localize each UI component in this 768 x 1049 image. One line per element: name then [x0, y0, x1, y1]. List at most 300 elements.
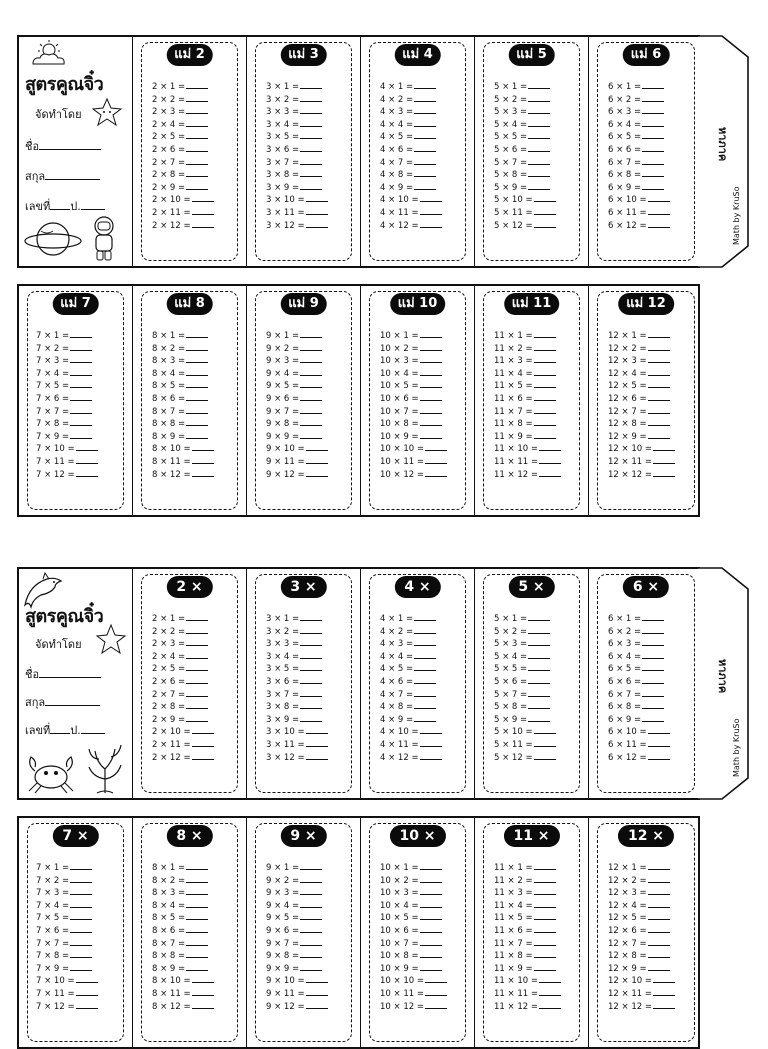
set2-cover-tab — [698, 567, 748, 800]
fact-row[interactable]: 8 × 7 = — [152, 406, 214, 419]
fact-row[interactable]: 10 × 9 = — [380, 431, 447, 444]
fact-row[interactable]: 9 × 11 = — [266, 456, 328, 469]
fact-row[interactable]: 4 × 11 = — [380, 207, 442, 220]
fact-row[interactable]: 10 × 9 = — [380, 963, 447, 976]
fact-row[interactable]: 6 × 3 = — [608, 638, 670, 651]
fact-row[interactable]: 5 × 2 = — [494, 94, 556, 107]
fact-row[interactable]: 12 × 10 = — [608, 975, 675, 988]
table-label: แม่ 5 — [508, 44, 555, 66]
fact-row[interactable]: 8 × 12 = — [152, 469, 214, 482]
fact-row[interactable]: 3 × 5 = — [266, 663, 328, 676]
fact-row[interactable]: 2 × 4 = — [152, 119, 214, 132]
fact-row[interactable]: 5 × 6 = — [494, 144, 556, 157]
fact-row[interactable]: 6 × 5 = — [608, 131, 670, 144]
fact-row[interactable]: 6 × 5 = — [608, 663, 670, 676]
fact-row[interactable]: 3 × 3 = — [266, 638, 328, 651]
fact-list — [266, 330, 328, 481]
fact-row[interactable]: 8 × 2 = — [152, 343, 214, 356]
fact-row[interactable]: 5 × 8 = — [494, 701, 556, 714]
tab-title: หาภาค — [716, 659, 729, 694]
fact-row[interactable]: 2 × 8 = — [152, 701, 214, 714]
fact-row[interactable]: 12 × 12 = — [608, 1001, 675, 1014]
fact-row[interactable]: 12 × 6 = — [608, 393, 675, 406]
table-label: 2 × — [166, 576, 212, 598]
table-label: แม่ 4 — [394, 44, 441, 66]
fact-row[interactable]: 10 × 12 = — [380, 469, 447, 482]
fact-row[interactable]: 11 × 8 = — [494, 950, 561, 963]
fact-row[interactable]: 6 × 11 = — [608, 739, 670, 752]
fact-row[interactable]: 11 × 12 = — [494, 1001, 561, 1014]
fact-row[interactable]: 3 × 9 = — [266, 714, 328, 727]
fact-row[interactable]: 9 × 1 = — [266, 330, 328, 343]
table-label: 12 × — [618, 825, 674, 847]
fact-row[interactable]: 4 × 6 = — [380, 676, 442, 689]
fact-row[interactable]: 8 × 10 = — [152, 443, 214, 456]
fact-row[interactable]: 3 × 1 = — [266, 613, 328, 626]
fact-row[interactable]: 2 × 11 = — [152, 739, 214, 752]
fact-row[interactable]: 3 × 4 = — [266, 651, 328, 664]
fact-list — [152, 613, 214, 764]
fact-row[interactable]: 3 × 11 = — [266, 739, 328, 752]
fact-row[interactable]: 11 × 10 = — [494, 443, 561, 456]
fact-row[interactable]: 7 × 4 = — [36, 900, 98, 913]
fact-row[interactable]: 6 × 10 = — [608, 726, 670, 739]
fact-row[interactable]: 7 × 11 = — [36, 988, 98, 1001]
fact-row[interactable]: 6 × 11 = — [608, 207, 670, 220]
fact-row[interactable]: 12 × 7 = — [608, 406, 675, 419]
fact-row[interactable]: 2 × 1 = — [152, 613, 214, 626]
fact-row[interactable]: 6 × 6 = — [608, 144, 670, 157]
fact-row[interactable]: 2 × 2 = — [152, 94, 214, 107]
fact-row[interactable]: 8 × 5 = — [152, 912, 214, 925]
fact-row[interactable]: 4 × 2 = — [380, 626, 442, 639]
fact-row[interactable]: 10 × 8 = — [380, 418, 447, 431]
fact-row[interactable]: 9 × 1 = — [266, 862, 328, 875]
fact-row[interactable]: 7 × 10 = — [36, 443, 98, 456]
fact-row[interactable]: 4 × 5 = — [380, 663, 442, 676]
fact-row[interactable]: 10 × 3 = — [380, 887, 447, 900]
fact-row[interactable]: 11 × 2 = — [494, 875, 561, 888]
fact-row[interactable]: 5 × 10 = — [494, 726, 556, 739]
fact-row[interactable]: 8 × 10 = — [152, 975, 214, 988]
fact-row[interactable]: 3 × 12 = — [266, 752, 328, 765]
fact-row[interactable]: 5 × 11 = — [494, 207, 556, 220]
fact-row[interactable]: 2 × 5 = — [152, 131, 214, 144]
fact-row[interactable]: 11 × 11 = — [494, 456, 561, 469]
fact-row[interactable]: 3 × 10 = — [266, 194, 328, 207]
fact-row[interactable]: 6 × 8 = — [608, 169, 670, 182]
name-label: ชื่อ — [25, 668, 40, 681]
fact-row[interactable]: 12 × 5 = — [608, 912, 675, 925]
fact-row[interactable]: 10 × 2 = — [380, 875, 447, 888]
fact-row[interactable]: 8 × 8 = — [152, 950, 214, 963]
fact-row[interactable]: 9 × 7 = — [266, 406, 328, 419]
name-line[interactable] — [25, 137, 101, 155]
fact-list — [494, 81, 556, 232]
fact-row[interactable]: 11 × 5 = — [494, 912, 561, 925]
table-label: 6 × — [623, 576, 669, 598]
fact-row[interactable]: 9 × 4 = — [266, 368, 328, 381]
fact-row[interactable]: 4 × 8 = — [380, 169, 442, 182]
fact-row[interactable]: 7 × 7 = — [36, 406, 98, 419]
fact-row[interactable]: 8 × 6 = — [152, 925, 214, 938]
fact-row[interactable]: 5 × 9 = — [494, 714, 556, 727]
fact-row[interactable]: 8 × 1 = — [152, 330, 214, 343]
fact-row[interactable]: 9 × 2 = — [266, 875, 328, 888]
table-label: แม่ 9 — [280, 293, 327, 315]
fact-row[interactable]: 10 × 8 = — [380, 950, 447, 963]
fact-row[interactable]: 12 × 5 = — [608, 380, 675, 393]
fact-row[interactable]: 8 × 11 = — [152, 456, 214, 469]
fact-row[interactable]: 11 × 10 = — [494, 975, 561, 988]
fact-row[interactable]: 10 × 6 = — [380, 925, 447, 938]
fact-row[interactable]: 9 × 12 = — [266, 1001, 328, 1014]
fact-row[interactable]: 3 × 8 = — [266, 169, 328, 182]
name-line[interactable] — [25, 665, 101, 683]
fact-row[interactable]: 5 × 12 = — [494, 220, 556, 233]
fact-row[interactable]: 10 × 1 = — [380, 330, 447, 343]
fact-row[interactable]: 5 × 3 = — [494, 106, 556, 119]
fact-row[interactable]: 2 × 9 = — [152, 714, 214, 727]
fact-row[interactable]: 7 × 3 = — [36, 887, 98, 900]
fact-row[interactable]: 7 × 9 = — [36, 431, 98, 444]
fact-row[interactable]: 9 × 6 = — [266, 393, 328, 406]
fact-row[interactable]: 12 × 1 = — [608, 862, 675, 875]
fact-row[interactable]: 10 × 4 = — [380, 900, 447, 913]
fact-row[interactable]: 4 × 11 = — [380, 739, 442, 752]
fact-row[interactable]: 2 × 12 = — [152, 752, 214, 765]
fact-row[interactable]: 3 × 3 = — [266, 106, 328, 119]
fact-row[interactable]: 10 × 3 = — [380, 355, 447, 368]
fact-row[interactable]: 7 × 8 = — [36, 418, 98, 431]
fact-row[interactable]: 6 × 6 = — [608, 676, 670, 689]
fact-row[interactable]: 11 × 12 = — [494, 469, 561, 482]
fact-row[interactable]: 10 × 1 = — [380, 862, 447, 875]
fact-row[interactable]: 7 × 12 = — [36, 1001, 98, 1014]
fact-row[interactable]: 7 × 5 = — [36, 912, 98, 925]
fact-row[interactable]: 7 × 9 = — [36, 963, 98, 976]
fact-row[interactable]: 8 × 3 = — [152, 355, 214, 368]
fact-row[interactable]: 11 × 5 = — [494, 380, 561, 393]
fact-row[interactable]: 5 × 4 = — [494, 651, 556, 664]
made-by-line — [35, 635, 82, 653]
fact-row[interactable]: 2 × 11 = — [152, 207, 214, 220]
fact-list — [36, 862, 98, 1013]
fact-row[interactable]: 11 × 4 = — [494, 368, 561, 381]
fact-row[interactable]: 5 × 3 = — [494, 638, 556, 651]
tab-credit: Math by KruSo — [732, 718, 741, 777]
fact-row[interactable]: 11 × 6 = — [494, 393, 561, 406]
fact-row[interactable]: 10 × 5 = — [380, 380, 447, 393]
fact-row[interactable]: 2 × 3 = — [152, 638, 214, 651]
table-card — [133, 818, 247, 1047]
fact-row[interactable]: 4 × 1 = — [380, 81, 442, 94]
fact-row[interactable]: 9 × 11 = — [266, 988, 328, 1001]
fact-row[interactable]: 5 × 2 = — [494, 626, 556, 639]
fact-row[interactable]: 6 × 1 = — [608, 81, 670, 94]
fact-row[interactable]: 8 × 9 = — [152, 431, 214, 444]
fact-row[interactable]: 7 × 2 = — [36, 875, 98, 888]
fact-row[interactable]: 8 × 8 = — [152, 418, 214, 431]
fact-row[interactable]: 12 × 12 = — [608, 469, 675, 482]
table-label: แม่ 6 — [623, 44, 670, 66]
fact-row[interactable]: 2 × 3 = — [152, 106, 214, 119]
fact-row[interactable]: 9 × 12 = — [266, 469, 328, 482]
fact-row[interactable]: 4 × 9 = — [380, 714, 442, 727]
fact-row[interactable]: 6 × 7 = — [608, 157, 670, 170]
fact-row[interactable]: 2 × 6 = — [152, 676, 214, 689]
fact-row[interactable]: 5 × 5 = — [494, 131, 556, 144]
fact-row[interactable]: 3 × 6 = — [266, 676, 328, 689]
fact-row[interactable]: 9 × 10 = — [266, 975, 328, 988]
fact-row[interactable]: 2 × 7 = — [152, 689, 214, 702]
fact-row[interactable]: 9 × 3 = — [266, 887, 328, 900]
fact-row[interactable]: 10 × 2 = — [380, 343, 447, 356]
fact-row[interactable]: 12 × 8 = — [608, 418, 675, 431]
fact-row[interactable]: 8 × 11 = — [152, 988, 214, 1001]
fact-row[interactable]: 7 × 11 = — [36, 456, 98, 469]
fact-row[interactable]: 11 × 9 = — [494, 431, 561, 444]
fact-row[interactable]: 7 × 12 = — [36, 469, 98, 482]
fact-row[interactable]: 2 × 12 = — [152, 220, 214, 233]
fact-row[interactable]: 9 × 9 = — [266, 431, 328, 444]
fact-row[interactable]: 8 × 6 = — [152, 393, 214, 406]
fact-row[interactable]: 2 × 8 = — [152, 169, 214, 182]
fact-row[interactable]: 4 × 9 = — [380, 182, 442, 195]
fact-row[interactable]: 10 × 10 = — [380, 975, 447, 988]
fact-row[interactable]: 10 × 11 = — [380, 988, 447, 1001]
fact-list — [152, 81, 214, 232]
fact-row[interactable]: 9 × 7 = — [266, 938, 328, 951]
fact-row[interactable]: 2 × 1 = — [152, 81, 214, 94]
fact-row[interactable]: 4 × 2 = — [380, 94, 442, 107]
set1-strip-bottom — [17, 284, 700, 517]
fact-row[interactable]: 9 × 4 = — [266, 900, 328, 913]
fact-row[interactable]: 6 × 10 = — [608, 194, 670, 207]
fact-row[interactable]: 10 × 10 = — [380, 443, 447, 456]
fact-row[interactable]: 12 × 3 = — [608, 887, 675, 900]
fact-row[interactable]: 4 × 10 = — [380, 726, 442, 739]
fact-row[interactable]: 12 × 4 = — [608, 900, 675, 913]
fact-row[interactable]: 11 × 6 = — [494, 925, 561, 938]
fact-row[interactable]: 11 × 9 = — [494, 963, 561, 976]
fact-row[interactable]: 5 × 8 = — [494, 169, 556, 182]
fact-row[interactable]: 12 × 2 = — [608, 875, 675, 888]
fact-row[interactable]: 11 × 1 = — [494, 862, 561, 875]
fact-row[interactable]: 11 × 3 = — [494, 355, 561, 368]
fact-row[interactable]: 12 × 7 = — [608, 938, 675, 951]
fact-row[interactable]: 9 × 10 = — [266, 443, 328, 456]
fact-row[interactable]: 12 × 1 = — [608, 330, 675, 343]
fact-row[interactable]: 7 × 4 = — [36, 368, 98, 381]
fact-row[interactable]: 4 × 10 = — [380, 194, 442, 207]
fact-row[interactable]: 8 × 4 = — [152, 368, 214, 381]
fact-row[interactable]: 12 × 3 = — [608, 355, 675, 368]
fact-row[interactable]: 8 × 12 = — [152, 1001, 214, 1014]
fact-row[interactable]: 8 × 7 = — [152, 938, 214, 951]
fact-row[interactable]: 9 × 6 = — [266, 925, 328, 938]
fact-row[interactable]: 4 × 5 = — [380, 131, 442, 144]
fact-row[interactable]: 6 × 2 = — [608, 626, 670, 639]
fact-row[interactable]: 7 × 1 = — [36, 862, 98, 875]
fact-row[interactable]: 7 × 6 = — [36, 925, 98, 938]
fact-row[interactable]: 11 × 2 = — [494, 343, 561, 356]
fact-row[interactable]: 3 × 1 = — [266, 81, 328, 94]
fact-row[interactable]: 10 × 11 = — [380, 456, 447, 469]
set1-cover-panel — [19, 37, 133, 266]
fact-row[interactable]: 5 × 1 = — [494, 81, 556, 94]
fact-row[interactable]: 9 × 8 = — [266, 950, 328, 963]
fact-row[interactable]: 10 × 7 = — [380, 938, 447, 951]
fact-row[interactable]: 11 × 7 = — [494, 406, 561, 419]
fact-row[interactable]: 3 × 7 = — [266, 157, 328, 170]
fact-row[interactable]: 12 × 4 = — [608, 368, 675, 381]
fact-row[interactable]: 6 × 4 = — [608, 119, 670, 132]
fact-row[interactable]: 5 × 5 = — [494, 663, 556, 676]
fact-list — [36, 330, 98, 481]
fact-row[interactable]: 7 × 5 = — [36, 380, 98, 393]
fact-row[interactable]: 4 × 12 = — [380, 220, 442, 233]
fact-row[interactable]: 8 × 1 = — [152, 862, 214, 875]
table-card — [589, 569, 703, 798]
fact-row[interactable]: 6 × 2 = — [608, 94, 670, 107]
fact-row[interactable]: 12 × 6 = — [608, 925, 675, 938]
fact-row[interactable]: 8 × 4 = — [152, 900, 214, 913]
fact-row[interactable]: 2 × 9 = — [152, 182, 214, 195]
fact-row[interactable]: 6 × 1 = — [608, 613, 670, 626]
fact-row[interactable]: 3 × 2 = — [266, 626, 328, 639]
fact-row[interactable]: 12 × 11 = — [608, 456, 675, 469]
fact-row[interactable]: 9 × 5 = — [266, 912, 328, 925]
fact-row[interactable]: 5 × 7 = — [494, 157, 556, 170]
fact-row[interactable]: 2 × 5 = — [152, 663, 214, 676]
fact-row[interactable]: 6 × 9 = — [608, 182, 670, 195]
fact-row[interactable]: 6 × 12 = — [608, 220, 670, 233]
fact-row[interactable]: 4 × 7 = — [380, 689, 442, 702]
table-card — [475, 569, 589, 798]
fact-row[interactable]: 2 × 6 = — [152, 144, 214, 157]
fact-row[interactable]: 11 × 11 = — [494, 988, 561, 1001]
fact-row[interactable]: 9 × 8 = — [266, 418, 328, 431]
number-grade-line[interactable] — [25, 197, 105, 215]
fact-row[interactable]: 3 × 4 = — [266, 119, 328, 132]
fact-row[interactable]: 2 × 2 = — [152, 626, 214, 639]
fact-row[interactable]: 3 × 6 = — [266, 144, 328, 157]
fact-row[interactable]: 10 × 6 = — [380, 393, 447, 406]
fact-row[interactable]: 4 × 12 = — [380, 752, 442, 765]
table-card — [361, 818, 475, 1047]
surname-line[interactable] — [25, 167, 100, 185]
fact-row[interactable]: 7 × 8 = — [36, 950, 98, 963]
fact-row[interactable]: 10 × 12 = — [380, 1001, 447, 1014]
fact-row[interactable]: 5 × 9 = — [494, 182, 556, 195]
table-card — [589, 818, 703, 1047]
fact-row[interactable]: 5 × 12 = — [494, 752, 556, 765]
fact-row[interactable]: 5 × 7 = — [494, 689, 556, 702]
fact-row[interactable]: 9 × 2 = — [266, 343, 328, 356]
fact-row[interactable]: 7 × 3 = — [36, 355, 98, 368]
fact-row[interactable]: 7 × 7 = — [36, 938, 98, 951]
fact-row[interactable]: 8 × 2 = — [152, 875, 214, 888]
fact-row[interactable]: 7 × 1 = — [36, 330, 98, 343]
fact-row[interactable]: 10 × 5 = — [380, 912, 447, 925]
fact-row[interactable]: 6 × 9 = — [608, 714, 670, 727]
fact-row[interactable]: 10 × 4 = — [380, 368, 447, 381]
fact-row[interactable]: 8 × 5 = — [152, 380, 214, 393]
fact-row[interactable]: 7 × 6 = — [36, 393, 98, 406]
fact-row[interactable]: 12 × 9 = — [608, 963, 675, 976]
fact-row[interactable]: 5 × 4 = — [494, 119, 556, 132]
fact-list — [266, 862, 328, 1013]
fact-row[interactable]: 11 × 8 = — [494, 418, 561, 431]
fact-row[interactable]: 2 × 4 = — [152, 651, 214, 664]
fact-row[interactable]: 9 × 3 = — [266, 355, 328, 368]
fact-row[interactable]: 11 × 1 = — [494, 330, 561, 343]
fact-row[interactable]: 11 × 4 = — [494, 900, 561, 913]
fact-row[interactable]: 12 × 9 = — [608, 431, 675, 444]
fact-row[interactable]: 3 × 12 = — [266, 220, 328, 233]
fact-row[interactable]: 11 × 3 = — [494, 887, 561, 900]
surname-line[interactable] — [25, 693, 100, 711]
fact-row[interactable]: 5 × 6 = — [494, 676, 556, 689]
fact-row[interactable]: 10 × 7 = — [380, 406, 447, 419]
fact-row[interactable]: 4 × 7 = — [380, 157, 442, 170]
fact-list — [380, 81, 442, 232]
fact-row[interactable]: 3 × 10 = — [266, 726, 328, 739]
fact-list — [608, 330, 675, 481]
fact-row[interactable]: 7 × 10 = — [36, 975, 98, 988]
fact-row[interactable]: 3 × 5 = — [266, 131, 328, 144]
fact-row[interactable]: 3 × 7 = — [266, 689, 328, 702]
fact-row[interactable]: 3 × 11 = — [266, 207, 328, 220]
fact-row[interactable]: 9 × 5 = — [266, 380, 328, 393]
fact-row[interactable]: 12 × 8 = — [608, 950, 675, 963]
fact-row[interactable]: 8 × 3 = — [152, 887, 214, 900]
fact-row[interactable]: 5 × 1 = — [494, 613, 556, 626]
fact-row[interactable]: 12 × 2 = — [608, 343, 675, 356]
fact-row[interactable]: 8 × 9 = — [152, 963, 214, 976]
fact-row[interactable]: 12 × 11 = — [608, 988, 675, 1001]
fact-row[interactable]: 5 × 10 = — [494, 194, 556, 207]
fact-row[interactable]: 4 × 4 = — [380, 119, 442, 132]
set2-strip-bottom — [17, 816, 700, 1049]
fact-row[interactable]: 4 × 3 = — [380, 638, 442, 651]
fact-row[interactable]: 4 × 3 = — [380, 106, 442, 119]
fact-list — [494, 613, 556, 764]
fact-row[interactable]: 4 × 8 = — [380, 701, 442, 714]
fact-row[interactable]: 6 × 12 = — [608, 752, 670, 765]
fact-row[interactable]: 6 × 8 = — [608, 701, 670, 714]
fact-row[interactable]: 12 × 10 = — [608, 443, 675, 456]
fact-row[interactable]: 6 × 3 = — [608, 106, 670, 119]
fact-row[interactable]: 2 × 10 = — [152, 194, 214, 207]
fact-row[interactable]: 3 × 9 = — [266, 182, 328, 195]
fact-row[interactable]: 3 × 8 = — [266, 701, 328, 714]
fact-row[interactable]: 5 × 11 = — [494, 739, 556, 752]
fact-row[interactable]: 6 × 7 = — [608, 689, 670, 702]
fact-row[interactable]: 2 × 7 = — [152, 157, 214, 170]
fact-row[interactable]: 4 × 4 = — [380, 651, 442, 664]
fact-row[interactable]: 4 × 1 = — [380, 613, 442, 626]
fact-row[interactable]: 6 × 4 = — [608, 651, 670, 664]
number-grade-line[interactable] — [25, 721, 105, 739]
fact-row[interactable]: 7 × 2 = — [36, 343, 98, 356]
fact-row[interactable]: 2 × 10 = — [152, 726, 214, 739]
fact-row[interactable]: 11 × 7 = — [494, 938, 561, 951]
fact-row[interactable]: 3 × 2 = — [266, 94, 328, 107]
fact-row[interactable]: 9 × 9 = — [266, 963, 328, 976]
fact-row[interactable]: 4 × 6 = — [380, 144, 442, 157]
